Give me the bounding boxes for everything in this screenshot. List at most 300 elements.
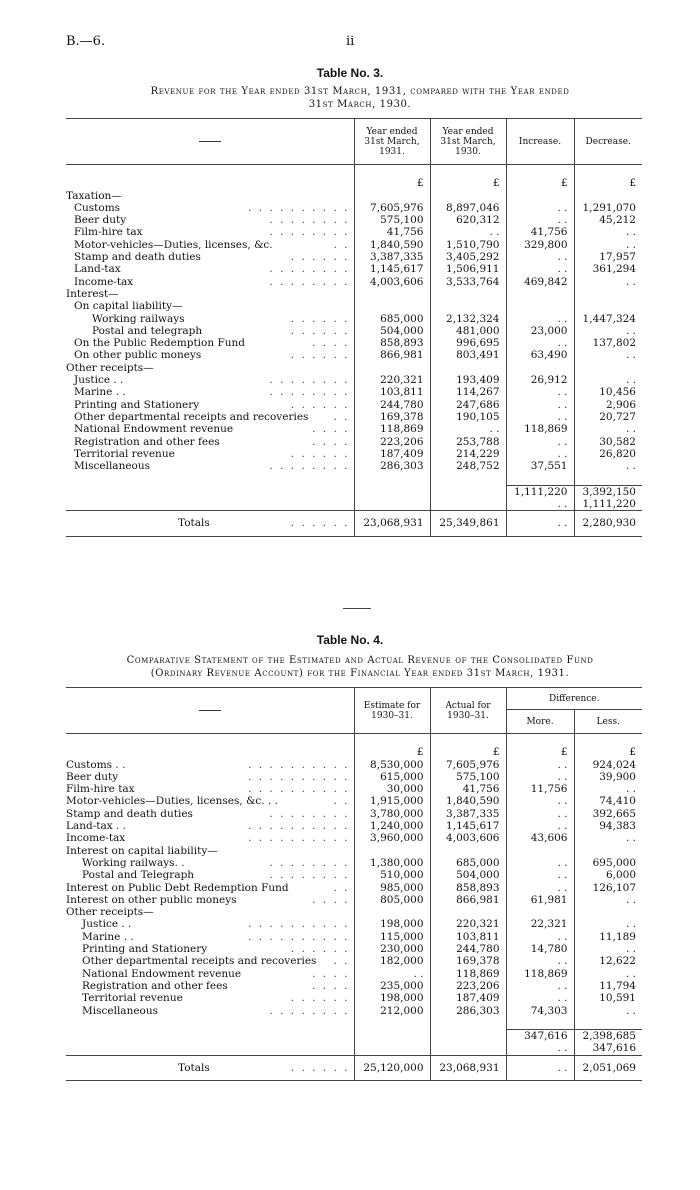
leader-dots: . .	[333, 410, 350, 423]
value-cell: 3,387,335	[430, 808, 506, 820]
value-cell: 26,912	[506, 374, 574, 386]
totals-value: 25,349,861	[430, 511, 506, 536]
row-label	[66, 423, 354, 435]
spacer-row	[66, 734, 642, 747]
subtotal-increase: 347,616	[506, 1030, 574, 1043]
value-cell	[574, 300, 642, 312]
value-cell: 37,551	[506, 460, 574, 472]
row-label-text: Justice . .	[82, 918, 132, 931]
blank-cell	[66, 1042, 354, 1055]
row-label-text: Marine . .	[74, 386, 126, 399]
section-separator	[343, 608, 371, 609]
value-cell: 866,981	[354, 349, 430, 361]
leader-dots: . . . . . .	[290, 1061, 350, 1074]
row-label	[66, 931, 354, 943]
value-cell	[354, 190, 430, 202]
leader-dots: . . . . . .	[290, 349, 350, 362]
value-cell	[354, 300, 430, 312]
table-row	[66, 239, 642, 251]
value-cell: 481,000	[430, 325, 506, 337]
row-label	[66, 783, 354, 795]
value-cell: 26,820	[574, 448, 642, 460]
value-cell: . .	[506, 313, 574, 325]
table-row	[66, 288, 642, 300]
value-cell	[430, 845, 506, 857]
row-label-text: Interest on other public moneys	[66, 893, 237, 906]
row-label-text: Beer duty	[66, 770, 119, 783]
blank-cell	[66, 1030, 354, 1043]
value-cell: . .	[574, 325, 642, 337]
value-cell: 2,132,324	[430, 313, 506, 325]
row-label-text: On capital liability—	[74, 300, 183, 313]
leader-dots: . . . . . .	[290, 517, 350, 530]
value-cell: 1,145,617	[430, 820, 506, 832]
currency-row	[66, 177, 642, 189]
value-cell: 1,380,000	[354, 857, 430, 869]
header-dash	[199, 141, 221, 142]
row-label	[66, 980, 354, 992]
row-label-text: Printing and Stationery	[74, 398, 200, 411]
value-cell: 361,294	[574, 263, 642, 275]
value-cell: . .	[506, 795, 574, 807]
table3-subtitle-line2: 31st March, 1930.	[308, 99, 412, 110]
table-row	[66, 190, 642, 202]
leader-dots: . . . .	[312, 337, 350, 350]
value-cell: . .	[506, 955, 574, 967]
leader-dots: . . . . . .	[290, 943, 350, 956]
leader-dots: . . . . . . . . . .	[248, 930, 350, 943]
leader-dots: . . . . . .	[290, 447, 350, 460]
row-label	[66, 771, 354, 783]
value-cell: 23,000	[506, 325, 574, 337]
leader-dots: . . . . . .	[290, 312, 350, 325]
spacer-row	[66, 165, 642, 178]
table-row	[66, 1005, 642, 1017]
page-reference: B.—6.	[66, 34, 106, 49]
leader-dots: . . . .	[312, 967, 350, 980]
value-cell: 11,756	[506, 783, 574, 795]
value-cell: . .	[506, 857, 574, 869]
row-label	[66, 190, 354, 202]
value-cell	[574, 362, 642, 374]
blank-cell	[354, 1042, 430, 1055]
value-cell: 6,000	[574, 869, 642, 881]
value-cell: 198,000	[354, 992, 430, 1004]
row-label	[66, 386, 354, 398]
leader-dots: . . . . . . . . . .	[248, 770, 350, 783]
blank-cell	[430, 1030, 506, 1043]
value-cell: 253,788	[430, 436, 506, 448]
value-cell: 230,000	[354, 943, 430, 955]
currency-symbol: £	[574, 177, 642, 189]
value-cell: 8,897,046	[430, 202, 506, 214]
value-cell: 39,900	[574, 771, 642, 783]
blank-cell	[430, 498, 506, 511]
row-label-text: On other public moneys	[74, 349, 202, 362]
table-row	[66, 955, 642, 967]
leader-dots: . .	[333, 955, 350, 968]
table3-subtitle-line1: Revenue for the Year ended 31st March, 1931, compared with the Year ended	[150, 86, 570, 97]
value-cell: 11,794	[574, 980, 642, 992]
value-cell: . .	[574, 918, 642, 930]
currency-symbol: £	[354, 177, 430, 189]
row-label	[66, 869, 354, 881]
row-label-text: Income-tax	[74, 275, 134, 288]
row-label	[66, 943, 354, 955]
row-label-text: Working railways	[92, 312, 185, 325]
value-cell: 74,303	[506, 1005, 574, 1017]
value-cell	[430, 362, 506, 374]
leader-dots: . . . .	[312, 423, 350, 436]
subtotal-increase-offset: . .	[506, 1042, 574, 1055]
value-cell	[430, 906, 506, 918]
table-row	[66, 857, 642, 869]
value-cell: 7,605,976	[430, 759, 506, 771]
value-cell	[354, 288, 430, 300]
subtotal-row	[66, 485, 642, 498]
row-label	[66, 436, 354, 448]
table-row	[66, 759, 642, 771]
value-cell: 41,756	[430, 783, 506, 795]
value-cell: 286,303	[354, 460, 430, 472]
row-label-text: Film-hire tax	[66, 783, 135, 796]
totals-value: 25,120,000	[354, 1055, 430, 1080]
row-label	[66, 202, 354, 214]
row-label	[66, 795, 354, 807]
row-label-text: Postal and Telegraph	[82, 869, 195, 882]
value-cell: . .	[574, 968, 642, 980]
row-label	[66, 832, 354, 844]
table-row	[66, 845, 642, 857]
row-label-text: Motor-vehicles—Duties, licenses, &c. . .	[66, 795, 278, 808]
leader-dots: . . . . . .	[290, 992, 350, 1005]
row-label	[66, 300, 354, 312]
totals-label	[66, 1055, 354, 1080]
table-row	[66, 992, 642, 1004]
value-cell: 220,321	[430, 918, 506, 930]
totals-value: 2,280,930	[574, 511, 642, 536]
value-cell: 866,981	[430, 894, 506, 906]
table3-title: Table No. 3.	[316, 66, 384, 80]
value-cell: 94,383	[574, 820, 642, 832]
value-cell: 193,409	[430, 374, 506, 386]
row-label-text: Other receipts—	[66, 361, 154, 374]
table3-header-decrease: Decrease.	[574, 119, 642, 165]
value-cell: 247,686	[430, 399, 506, 411]
value-cell: . .	[506, 399, 574, 411]
value-cell	[574, 190, 642, 202]
value-cell: 187,409	[354, 448, 430, 460]
row-label	[66, 460, 354, 472]
row-label	[66, 448, 354, 460]
value-cell: 685,000	[430, 857, 506, 869]
table3-header-row	[66, 119, 642, 165]
value-cell: 17,957	[574, 251, 642, 263]
value-cell: . .	[506, 869, 574, 881]
blank-cell	[354, 1030, 430, 1043]
table-row	[66, 276, 642, 288]
value-cell: 504,000	[354, 325, 430, 337]
totals-value: . .	[506, 511, 574, 536]
value-cell: 575,100	[354, 214, 430, 226]
value-cell: . .	[574, 460, 642, 472]
value-cell: 805,000	[354, 894, 430, 906]
value-cell: 235,000	[354, 980, 430, 992]
table4-header-row1	[66, 688, 642, 710]
leader-dots: . . . . . . . .	[269, 263, 350, 276]
row-label	[66, 845, 354, 857]
table-row	[66, 325, 642, 337]
value-cell: 118,869	[354, 423, 430, 435]
table4	[66, 687, 642, 1081]
row-label-text: National Endowment revenue	[82, 967, 242, 980]
value-cell: 118,869	[506, 423, 574, 435]
leader-dots: . . . .	[312, 435, 350, 448]
value-cell: 924,024	[574, 759, 642, 771]
value-cell: 392,665	[574, 808, 642, 820]
table-row	[66, 894, 642, 906]
row-label	[66, 226, 354, 238]
row-label-text: Land-tax	[74, 263, 121, 276]
table4-header-blank	[66, 688, 354, 734]
currency-symbol: £	[430, 746, 506, 758]
value-cell: . .	[574, 226, 642, 238]
value-cell: . .	[574, 239, 642, 251]
table-row	[66, 795, 642, 807]
value-cell	[430, 190, 506, 202]
value-cell: . .	[574, 943, 642, 955]
value-cell: 1,510,790	[430, 239, 506, 251]
row-label	[66, 906, 354, 918]
table-row	[66, 820, 642, 832]
leader-dots: . . . . . . . .	[269, 1004, 350, 1017]
table-row	[66, 202, 642, 214]
row-label-text: Beer duty	[74, 214, 127, 227]
value-cell: . .	[506, 931, 574, 943]
totals-value: 23,068,931	[430, 1055, 506, 1080]
row-label	[66, 955, 354, 967]
row-label-text: Interest on capital liability—	[66, 844, 218, 857]
value-cell: . .	[506, 411, 574, 423]
row-label-text: Motor-vehicles—Duties, licenses, &c.	[74, 238, 273, 251]
table-row	[66, 460, 642, 472]
value-cell: 469,842	[506, 276, 574, 288]
value-cell: . .	[506, 992, 574, 1004]
row-label-text: Income-tax	[66, 832, 126, 845]
value-cell: 2,906	[574, 399, 642, 411]
leader-dots: . . . . . .	[290, 251, 350, 264]
value-cell: 41,756	[354, 226, 430, 238]
value-cell: . .	[506, 251, 574, 263]
value-cell: . .	[506, 263, 574, 275]
row-label	[66, 325, 354, 337]
row-label-text: Film-hire tax	[74, 226, 143, 239]
totals-label-text: Totals	[178, 1061, 210, 1074]
value-cell: 3,405,292	[430, 251, 506, 263]
value-cell: . .	[574, 423, 642, 435]
table-row	[66, 386, 642, 398]
value-cell	[506, 906, 574, 918]
row-label	[66, 820, 354, 832]
value-cell: . .	[506, 202, 574, 214]
leader-dots: . . . . . . . . . .	[248, 758, 350, 771]
row-label	[66, 239, 354, 251]
value-cell: . .	[574, 894, 642, 906]
value-cell: 74,410	[574, 795, 642, 807]
leader-dots: . . . . . . . . . .	[248, 783, 350, 796]
blank-cell	[354, 485, 430, 498]
subtotal-increase: 1,111,220	[506, 485, 574, 498]
row-label	[66, 399, 354, 411]
table4-subtitle-line1: Comparative Statement of the Estimated and Actual Revenue of the Consolidated Fund	[126, 655, 594, 666]
value-cell: 137,802	[574, 337, 642, 349]
value-cell: 126,107	[574, 882, 642, 894]
value-cell: . .	[430, 226, 506, 238]
value-cell: 985,000	[354, 882, 430, 894]
value-cell: 182,000	[354, 955, 430, 967]
value-cell: 30,582	[574, 436, 642, 448]
row-label	[66, 968, 354, 980]
leader-dots: . .	[333, 795, 350, 808]
value-cell	[574, 288, 642, 300]
table-row	[66, 423, 642, 435]
table-row	[66, 448, 642, 460]
leader-dots: . . . . . .	[290, 324, 350, 337]
value-cell: . .	[354, 968, 430, 980]
value-cell: . .	[574, 783, 642, 795]
leader-dots: . .	[333, 238, 350, 251]
value-cell: 198,000	[354, 918, 430, 930]
table3-header-1931: Year ended 31st March, 1931.	[354, 119, 430, 165]
value-cell: 14,780	[506, 943, 574, 955]
table4-header-estimate: Estimate for 1930–31.	[354, 688, 430, 734]
value-cell: 1,506,911	[430, 263, 506, 275]
table-row	[66, 869, 642, 881]
value-cell	[506, 190, 574, 202]
table-row	[66, 337, 642, 349]
value-cell: . .	[574, 349, 642, 361]
subtotal-row	[66, 1042, 642, 1055]
value-cell: 858,893	[430, 882, 506, 894]
row-label	[66, 313, 354, 325]
value-cell: 695,000	[574, 857, 642, 869]
value-cell: 43,606	[506, 832, 574, 844]
row-label-text: Customs	[74, 201, 121, 214]
row-label	[66, 337, 354, 349]
value-cell: 212,000	[354, 1005, 430, 1017]
value-cell: 4,003,606	[430, 832, 506, 844]
table-row	[66, 214, 642, 226]
value-cell: . .	[430, 423, 506, 435]
table3-header-1930: Year ended 31st March, 1930.	[430, 119, 506, 165]
value-cell: . .	[574, 374, 642, 386]
totals-value: 2,051,069	[574, 1055, 642, 1080]
row-label-text: Postal and telegraph	[92, 324, 203, 337]
table-row	[66, 251, 642, 263]
row-label-text: Customs . .	[66, 758, 126, 771]
leader-dots: . . . . . . . .	[269, 807, 350, 820]
value-cell	[506, 288, 574, 300]
value-cell: . .	[506, 759, 574, 771]
value-cell: . .	[506, 808, 574, 820]
currency-symbol: £	[354, 746, 430, 758]
value-cell	[354, 906, 430, 918]
subtotal-decrease: 2,398,685	[574, 1030, 642, 1043]
value-cell: . .	[506, 386, 574, 398]
value-cell: . .	[506, 882, 574, 894]
table4-subtitle-line2: (Ordinary Revenue Account) for the Financial Year ended 31st March, 1931.	[150, 668, 570, 679]
row-label	[66, 288, 354, 300]
table4-header-actual: Actual for 1930–31.	[430, 688, 506, 734]
value-cell: . .	[574, 276, 642, 288]
table4-header-difference: Difference.	[506, 688, 642, 710]
table-row	[66, 263, 642, 275]
subtotal-decrease-offset: 347,616	[574, 1042, 642, 1055]
leader-dots: . . . . . . . .	[269, 856, 350, 869]
leader-dots: . . . . . . . .	[269, 226, 350, 239]
leader-dots: . .	[333, 881, 350, 894]
table4-header-more: More.	[506, 710, 574, 734]
currency-symbol: £	[574, 746, 642, 758]
value-cell: 615,000	[354, 771, 430, 783]
table-row	[66, 832, 642, 844]
value-cell: 220,321	[354, 374, 430, 386]
value-cell: 996,695	[430, 337, 506, 349]
blank-cell	[66, 485, 354, 498]
table4-header-less: Less.	[574, 710, 642, 734]
value-cell: 169,378	[430, 955, 506, 967]
subtotal-decrease: 3,392,150	[574, 485, 642, 498]
value-cell: 1,840,590	[354, 239, 430, 251]
leader-dots: . . . . . .	[290, 398, 350, 411]
row-label	[66, 882, 354, 894]
value-cell: 10,456	[574, 386, 642, 398]
value-cell: . .	[574, 1005, 642, 1017]
totals-row	[66, 1055, 642, 1080]
table-row	[66, 980, 642, 992]
table-row	[66, 349, 642, 361]
row-label	[66, 374, 354, 386]
row-label-text: Working railways. .	[82, 856, 185, 869]
row-label-text: Marine . .	[82, 930, 134, 943]
value-cell: 1,915,000	[354, 795, 430, 807]
table-row	[66, 399, 642, 411]
value-cell: 11,189	[574, 931, 642, 943]
row-label	[66, 1005, 354, 1017]
value-cell: 30,000	[354, 783, 430, 795]
subtotal-row	[66, 1030, 642, 1043]
value-cell: 20,727	[574, 411, 642, 423]
value-cell: 3,533,764	[430, 276, 506, 288]
subtotal-decrease-offset: 1,111,220	[574, 498, 642, 511]
value-cell: 329,800	[506, 239, 574, 251]
value-cell: 1,840,590	[430, 795, 506, 807]
row-label-text: Registration and other fees	[74, 435, 220, 448]
table-row	[66, 931, 642, 943]
value-cell: 214,229	[430, 448, 506, 460]
value-cell: 286,303	[430, 1005, 506, 1017]
value-cell: 685,000	[354, 313, 430, 325]
row-label	[66, 857, 354, 869]
header-dash	[199, 710, 221, 711]
row-label-text: Stamp and death duties	[66, 807, 193, 820]
currency-symbol: £	[506, 746, 574, 758]
leader-dots: . . . . . . . . . .	[248, 918, 350, 931]
table-row	[66, 374, 642, 386]
value-cell: . .	[506, 448, 574, 460]
value-cell: . .	[506, 980, 574, 992]
row-label-text: Miscellaneous	[82, 1004, 159, 1017]
